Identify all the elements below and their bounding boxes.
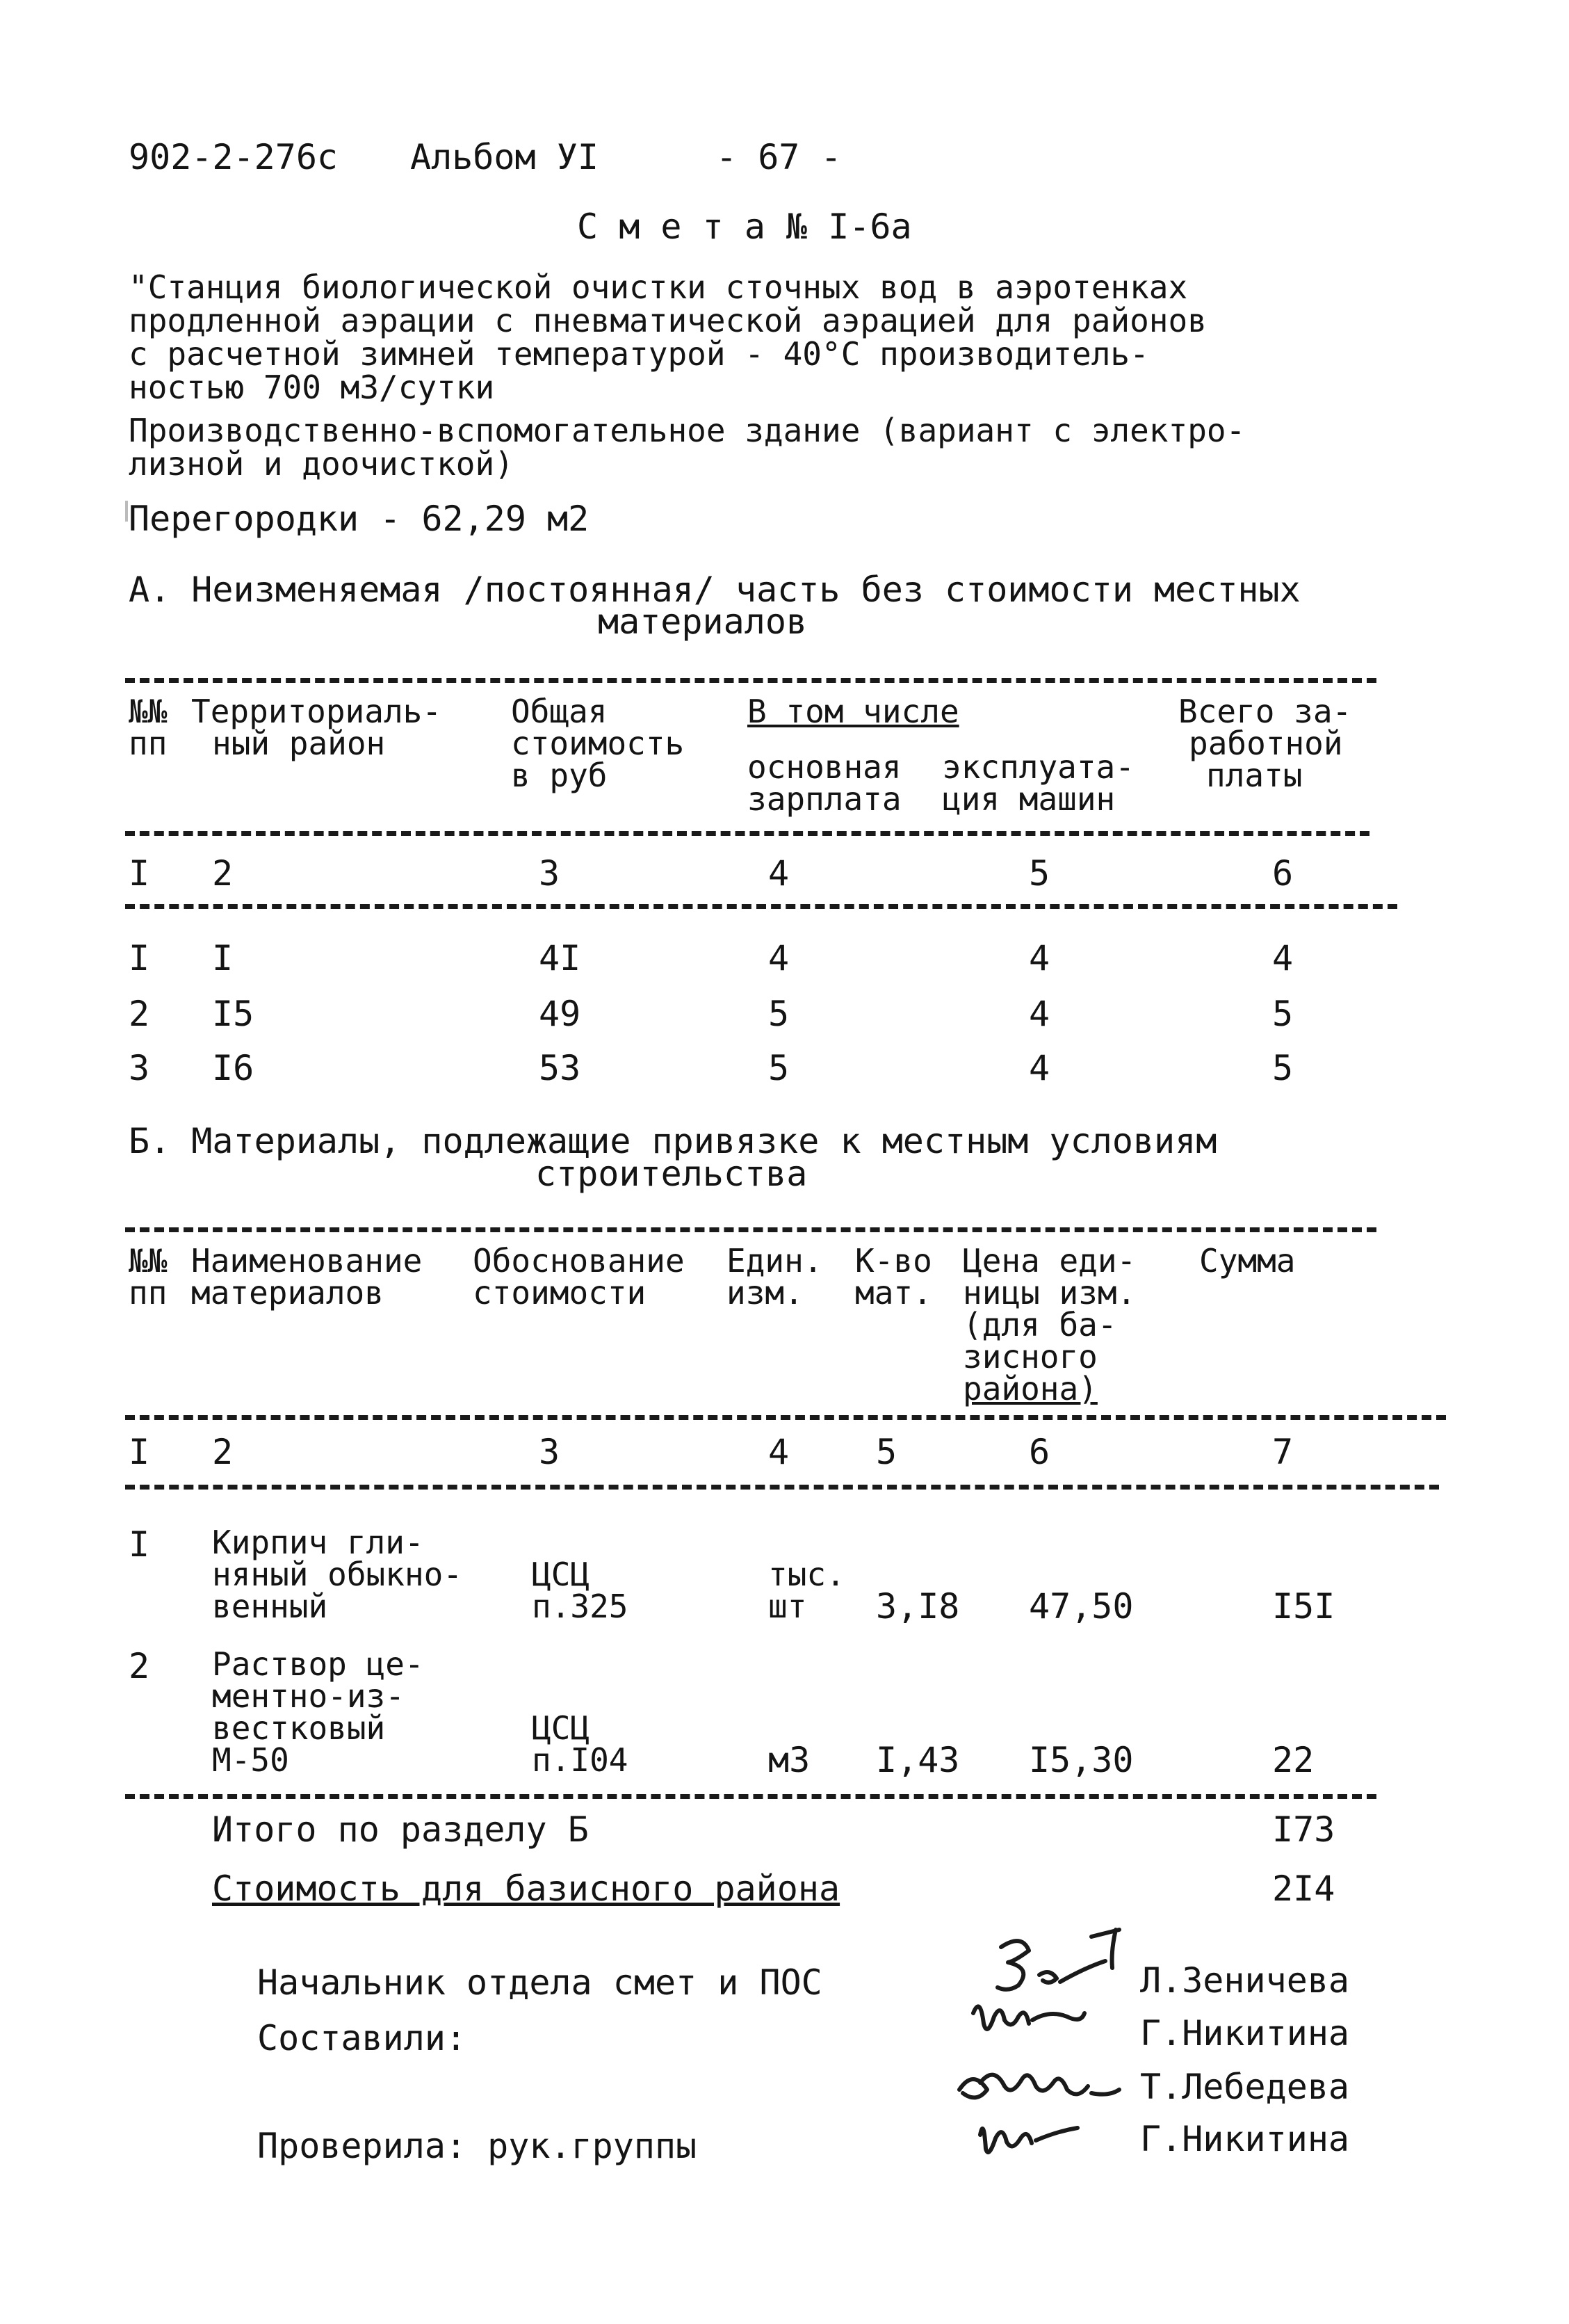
col-header-unit: Един. bbox=[726, 1242, 823, 1280]
section-b-title-cont: строительства bbox=[535, 1154, 808, 1194]
section-b-total-value: I73 bbox=[1272, 1809, 1335, 1850]
cell-name: няный обыкно- bbox=[212, 1556, 463, 1593]
cell-sum: 22 bbox=[1272, 1740, 1315, 1780]
col-header-total-wage: Всего за- bbox=[1178, 693, 1352, 730]
cell-wage: 5 bbox=[768, 994, 790, 1034]
signer-name: Т.Лебедева bbox=[1140, 2067, 1350, 2107]
col-number: 7 bbox=[1272, 1432, 1294, 1472]
cell-machines: 4 bbox=[1029, 994, 1050, 1034]
col-header-total: Общая bbox=[511, 693, 608, 730]
cell-total-wage: 5 bbox=[1272, 994, 1294, 1034]
cell-qty: 3,I8 bbox=[876, 1586, 960, 1627]
description-line: продленной аэрации с пневматической аэрацией для районов bbox=[129, 302, 1207, 339]
cell-wage: 5 bbox=[768, 1048, 790, 1088]
cell-region: I5 bbox=[212, 994, 254, 1034]
col-header-name: Наименование bbox=[191, 1242, 423, 1280]
description-line: ностью 700 м3/сутки bbox=[129, 369, 495, 406]
signer-name: Л.Зеничева bbox=[1140, 1960, 1350, 2001]
cell-unit: м3 bbox=[768, 1740, 811, 1780]
signer-name: Г.Никитина bbox=[1140, 2013, 1350, 2053]
cell-total: 4I bbox=[539, 938, 581, 978]
chief-role: Начальник отдела смет и ПОС bbox=[257, 1962, 822, 2003]
cell-price: 47,50 bbox=[1029, 1586, 1134, 1627]
cell-machines: 4 bbox=[1029, 938, 1050, 978]
table-a-body-rule bbox=[125, 904, 1397, 909]
signature-mark bbox=[973, 2006, 1084, 2029]
description-line: "Станция биологической очистки сточных вод в аэротенках bbox=[129, 268, 1188, 306]
col-header-unit: изм. bbox=[726, 1274, 804, 1312]
album-label: Альбом УI bbox=[410, 137, 599, 177]
col-header-total: в руб bbox=[511, 757, 608, 794]
description-line: лизной и доочисткой) bbox=[129, 445, 514, 483]
table-b-bottom-rule bbox=[125, 1794, 1376, 1799]
col-header-qty: мат. bbox=[855, 1274, 932, 1312]
col-header-region: ный район bbox=[212, 725, 386, 762]
description-line: Производственно-вспомогательное здание (вариант с электро- bbox=[129, 412, 1246, 449]
handwritten-signatures bbox=[945, 1919, 1154, 2170]
base-cost-label: Стоимость для базисного района bbox=[212, 1869, 840, 1909]
col-number: 4 bbox=[768, 1432, 790, 1472]
cell-total: 49 bbox=[539, 994, 581, 1034]
col-number: 4 bbox=[768, 853, 790, 894]
col-header-qty: К-во bbox=[855, 1242, 932, 1280]
col-header-total-wage: платы bbox=[1206, 757, 1303, 794]
col-header-name: материалов bbox=[191, 1274, 384, 1312]
section-b-total-label: Итого по разделу Б bbox=[212, 1809, 589, 1850]
col-header-num: пп bbox=[129, 725, 168, 762]
col-header-including: В том числе bbox=[747, 693, 959, 730]
col-header-total: стоимость bbox=[511, 725, 685, 762]
col-number: 5 bbox=[1029, 853, 1050, 894]
col-header-wage: основная bbox=[747, 748, 902, 786]
doc-code: 902-2-276c bbox=[129, 137, 339, 177]
col-header-basis: стоимости bbox=[473, 1274, 647, 1312]
cell-name: Кирпич гли- bbox=[212, 1524, 424, 1561]
base-cost-value: 2I4 bbox=[1272, 1869, 1335, 1909]
page-number: - 67 - bbox=[716, 137, 842, 177]
table-b-header-rule bbox=[125, 1415, 1446, 1420]
section-b-title: Б. Материалы, подлежащие привязке к местным условиям bbox=[129, 1121, 1217, 1161]
cell-basis: ЦСЦ bbox=[532, 1556, 590, 1593]
col-number: 2 bbox=[212, 853, 234, 894]
cell-num: I bbox=[129, 1524, 150, 1565]
compiled-role: Составили: bbox=[257, 2018, 467, 2058]
section-a-title-cont: материалов bbox=[598, 602, 808, 642]
cell-basis: п.325 bbox=[532, 1588, 628, 1625]
checked-role: Проверила: рук.группы bbox=[257, 2126, 697, 2166]
cell-price: I5,30 bbox=[1029, 1740, 1134, 1780]
col-header-sum: Сумма bbox=[1199, 1242, 1296, 1280]
col-number: 6 bbox=[1029, 1432, 1050, 1472]
col-header-region: Территориаль- bbox=[191, 693, 442, 730]
cell-unit: шт bbox=[768, 1588, 807, 1625]
cell-total-wage: 5 bbox=[1272, 1048, 1294, 1088]
table-a-top-rule bbox=[125, 678, 1376, 683]
cell-wage: 4 bbox=[768, 938, 790, 978]
col-header-price: района) bbox=[963, 1370, 1098, 1407]
col-header-machines: ция машин bbox=[942, 780, 1116, 818]
cell-machines: 4 bbox=[1029, 1048, 1050, 1088]
signature-mark bbox=[998, 1930, 1119, 1990]
cell-num: I bbox=[129, 938, 150, 978]
col-number: 5 bbox=[876, 1432, 897, 1472]
col-header-price: зисного bbox=[963, 1338, 1098, 1375]
cell-basis: п.I04 bbox=[532, 1741, 628, 1779]
col-header-wage: зарплата bbox=[747, 780, 902, 818]
margin-mark bbox=[125, 501, 128, 522]
signature-mark bbox=[959, 2075, 1119, 2098]
table-b-body-rule bbox=[125, 1485, 1439, 1490]
cell-qty: I,43 bbox=[876, 1740, 960, 1780]
col-header-num: №№ bbox=[129, 693, 168, 730]
cell-name: ментно-из- bbox=[212, 1677, 405, 1715]
cell-name: вестковый bbox=[212, 1709, 386, 1747]
col-header-num: пп bbox=[129, 1274, 168, 1312]
col-number: 2 bbox=[212, 1432, 234, 1472]
cell-num: 3 bbox=[129, 1048, 150, 1088]
signature-mark bbox=[980, 2128, 1078, 2152]
signer-name: Г.Никитина bbox=[1140, 2119, 1350, 2159]
col-number: 3 bbox=[539, 1432, 560, 1472]
cell-num: 2 bbox=[129, 1646, 150, 1686]
col-header-machines: эксплуата- bbox=[942, 748, 1135, 786]
cell-unit: тыс. bbox=[768, 1556, 845, 1593]
cell-basis: ЦСЦ bbox=[532, 1709, 590, 1747]
col-header-basis: Обоснование bbox=[473, 1242, 685, 1280]
description-line: с расчетной зимней температурой - 40°С производитель- bbox=[129, 335, 1149, 373]
cell-name: М-50 bbox=[212, 1741, 289, 1779]
estimate-title: С м е т а № I-6а bbox=[577, 207, 912, 247]
col-header-price: Цена еди- bbox=[963, 1242, 1137, 1280]
col-header-price: ницы изм. bbox=[963, 1274, 1137, 1312]
subject-line: Перегородки - 62,29 м2 bbox=[129, 499, 590, 539]
cell-name: Раствор це- bbox=[212, 1645, 424, 1683]
table-a-header-rule bbox=[125, 831, 1369, 836]
col-number: I bbox=[129, 853, 150, 894]
cell-region: I6 bbox=[212, 1048, 254, 1088]
cell-total-wage: 4 bbox=[1272, 938, 1294, 978]
cell-region: I bbox=[212, 938, 234, 978]
cell-name: венный bbox=[212, 1588, 328, 1625]
col-number: I bbox=[129, 1432, 150, 1472]
col-number: 3 bbox=[539, 853, 560, 894]
col-header-total-wage: работной bbox=[1189, 725, 1343, 762]
section-a-title: А. Неизменяемая /постоянная/ часть без стоимости местных bbox=[129, 570, 1301, 610]
col-number: 6 bbox=[1272, 853, 1294, 894]
cell-num: 2 bbox=[129, 994, 150, 1034]
cell-total: 53 bbox=[539, 1048, 581, 1088]
col-header-price: (для ба- bbox=[963, 1306, 1117, 1343]
col-header-num: №№ bbox=[129, 1242, 168, 1280]
table-b-top-rule bbox=[125, 1227, 1376, 1232]
cell-sum: I5I bbox=[1272, 1586, 1335, 1627]
